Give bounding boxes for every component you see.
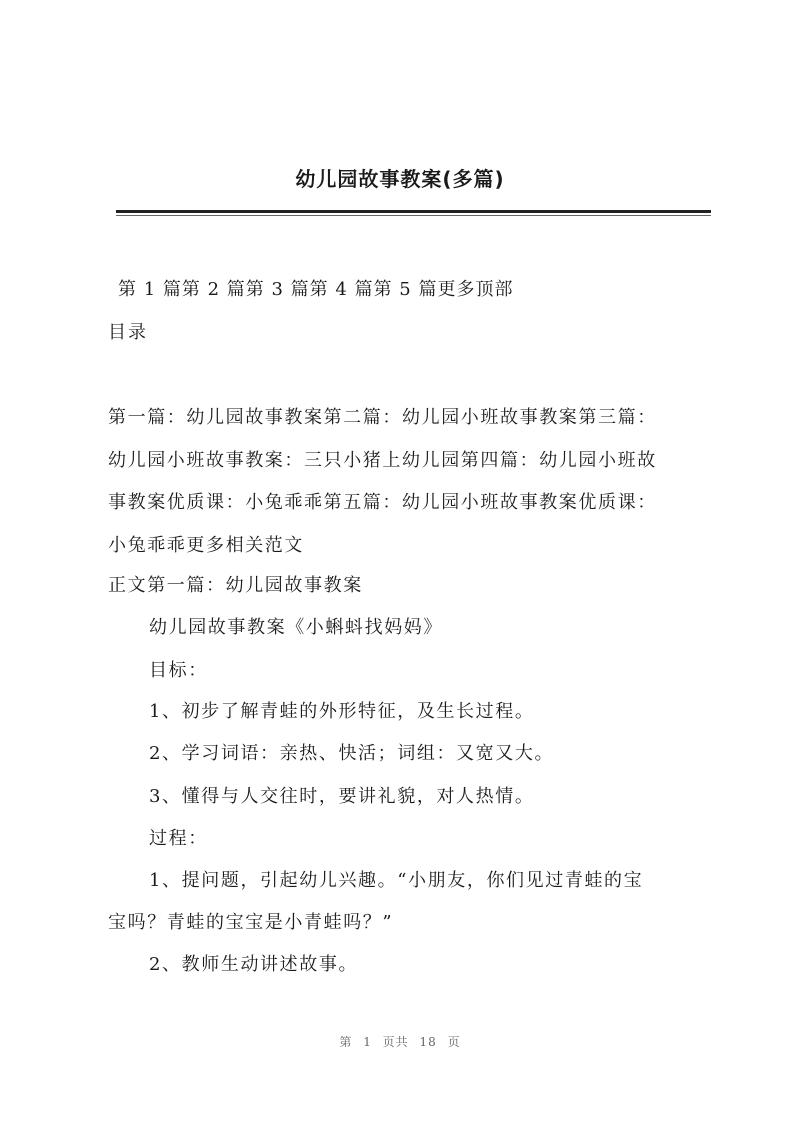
lesson-title: 幼儿园故事教案《小蝌蚪找妈妈》	[149, 617, 443, 638]
title-divider	[116, 210, 711, 213]
toc-line[interactable]: 幼儿园小班故事教案：三只小猪上幼儿园第四篇：幼儿园小班故	[108, 449, 657, 471]
toc-line[interactable]: 第一篇：幼儿园故事教案第二篇：幼儿园小班故事教案第三篇：	[108, 407, 657, 428]
goal-item: 3、懂得与人交往时，要讲礼貌，对人热情。	[149, 786, 535, 807]
process-item-continued: 宝吗？青蛙的宝宝是小青蛙吗？”	[108, 912, 394, 933]
process-heading: 过程：	[149, 828, 208, 849]
title-divider-thin	[116, 215, 711, 216]
toc-list	[108, 397, 708, 567]
goal-item: 1、初步了解青蛙的外形特征，及生长过程。	[149, 701, 535, 722]
document-title: 幼儿园故事教案(多篇)	[295, 167, 505, 191]
process-item: 1、提问题，引起幼儿兴趣。“小朋友，你们见过青蛙的宝	[149, 870, 644, 891]
process-item: 2、教师生动讲述故事。	[149, 954, 359, 975]
toc-line[interactable]: 小兔乖乖更多相关范文	[108, 534, 304, 556]
toc-line[interactable]: 事教案优质课：小兔乖乖第五篇：幼儿园小班故事教案优质课：	[108, 492, 657, 513]
body-heading: 正文第一篇：幼儿园故事教案	[108, 575, 363, 596]
goal-item: 2、学习词语：亲热、快活；词组：又宽又大。	[149, 743, 555, 764]
toc-heading: 目录	[108, 322, 148, 343]
section-nav-links[interactable]: 第 1 篇第 2 篇第 3 篇第 4 篇第 5 篇更多顶部	[118, 279, 514, 300]
page-number-footer: 第 1 页共 18 页	[339, 1035, 461, 1049]
goals-heading: 目标：	[149, 660, 208, 681]
